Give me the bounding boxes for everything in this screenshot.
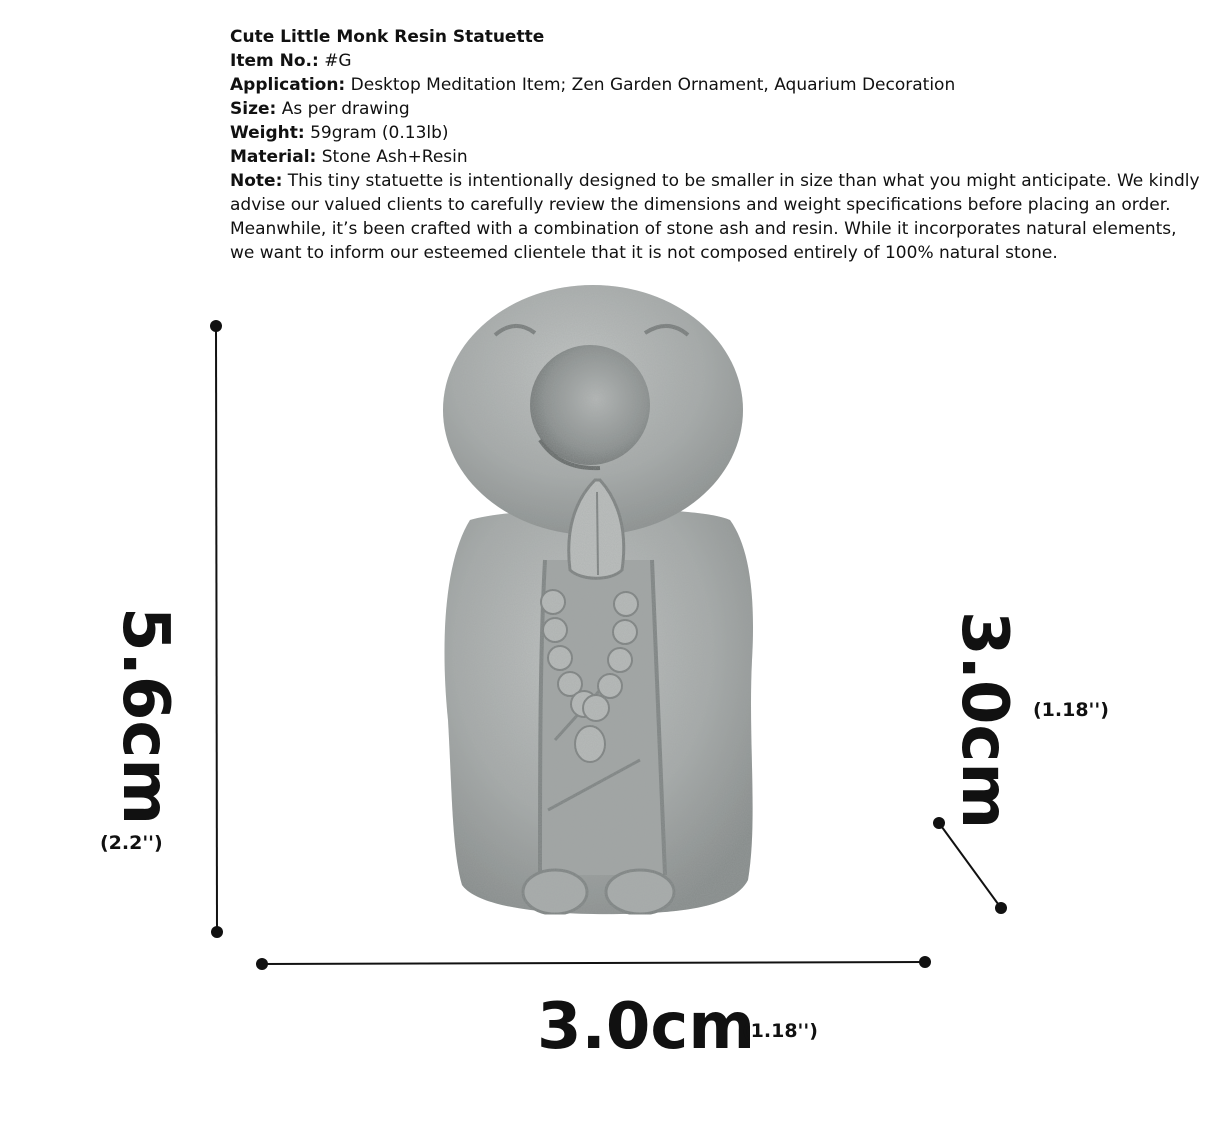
product-title: Cute Little Monk Resin Statuette	[230, 27, 545, 47]
material-label: Material:	[230, 147, 317, 167]
depth-dimension	[933, 611, 1109, 914]
statue-hands-split	[597, 492, 598, 575]
width-in-label: (1.18'')	[742, 1020, 818, 1042]
height-cm-label: 5.6cm	[108, 607, 182, 825]
height-dimension-line	[216, 326, 217, 932]
size-label: Size:	[230, 99, 277, 119]
width-dimension-right-dot	[919, 956, 931, 968]
statue-right-foot	[606, 870, 674, 914]
depth-in-label: (1.18'')	[1033, 699, 1109, 721]
monk-statuette-image	[443, 285, 753, 914]
application-value: Desktop Meditation Item; Zen Garden Ornament, Aquarium Decoration	[350, 75, 956, 95]
weight-value: 59gram (0.13lb)	[310, 123, 449, 143]
height-dimension-bottom-dot	[211, 926, 223, 938]
note-value: This tiny statuette is intentionally designed to be smaller in size than what you might anticipate. We kindly advise our valued clients to carefully review the dimensions and weight specifications before placing an order. Meanwhile, it’s been crafted with a combination of stone ash and resin. While it incorporates natural elements, we want to inform our esteemed clientele that it is not composed entirely of 100% natural stone.	[230, 171, 1200, 263]
application-label: Application:	[230, 75, 346, 95]
depth-cm-label: 3.0cm	[947, 611, 1021, 829]
depth-dimension-bottom-dot	[995, 902, 1007, 914]
width-dimension-left-dot	[256, 958, 268, 970]
statue-mouth	[530, 345, 650, 465]
width-dimension-line	[262, 962, 925, 964]
item-no-label: Item No.:	[230, 51, 319, 71]
height-dimension-top-dot	[210, 320, 222, 332]
item-no-value: #G	[324, 51, 352, 71]
width-cm-label: 3.0cm	[537, 990, 755, 1064]
height-dimension	[100, 320, 223, 938]
material-value: Stone Ash+Resin	[321, 147, 468, 167]
weight-label: Weight:	[230, 123, 305, 143]
size-value: As per drawing	[281, 99, 410, 119]
note-label: Note:	[230, 171, 283, 191]
depth-dimension-top-dot	[933, 817, 945, 829]
width-dimension	[256, 956, 931, 1064]
height-in-label: (2.2'')	[100, 832, 163, 854]
statue-left-foot	[523, 870, 587, 914]
depth-dimension-line	[939, 823, 1001, 908]
